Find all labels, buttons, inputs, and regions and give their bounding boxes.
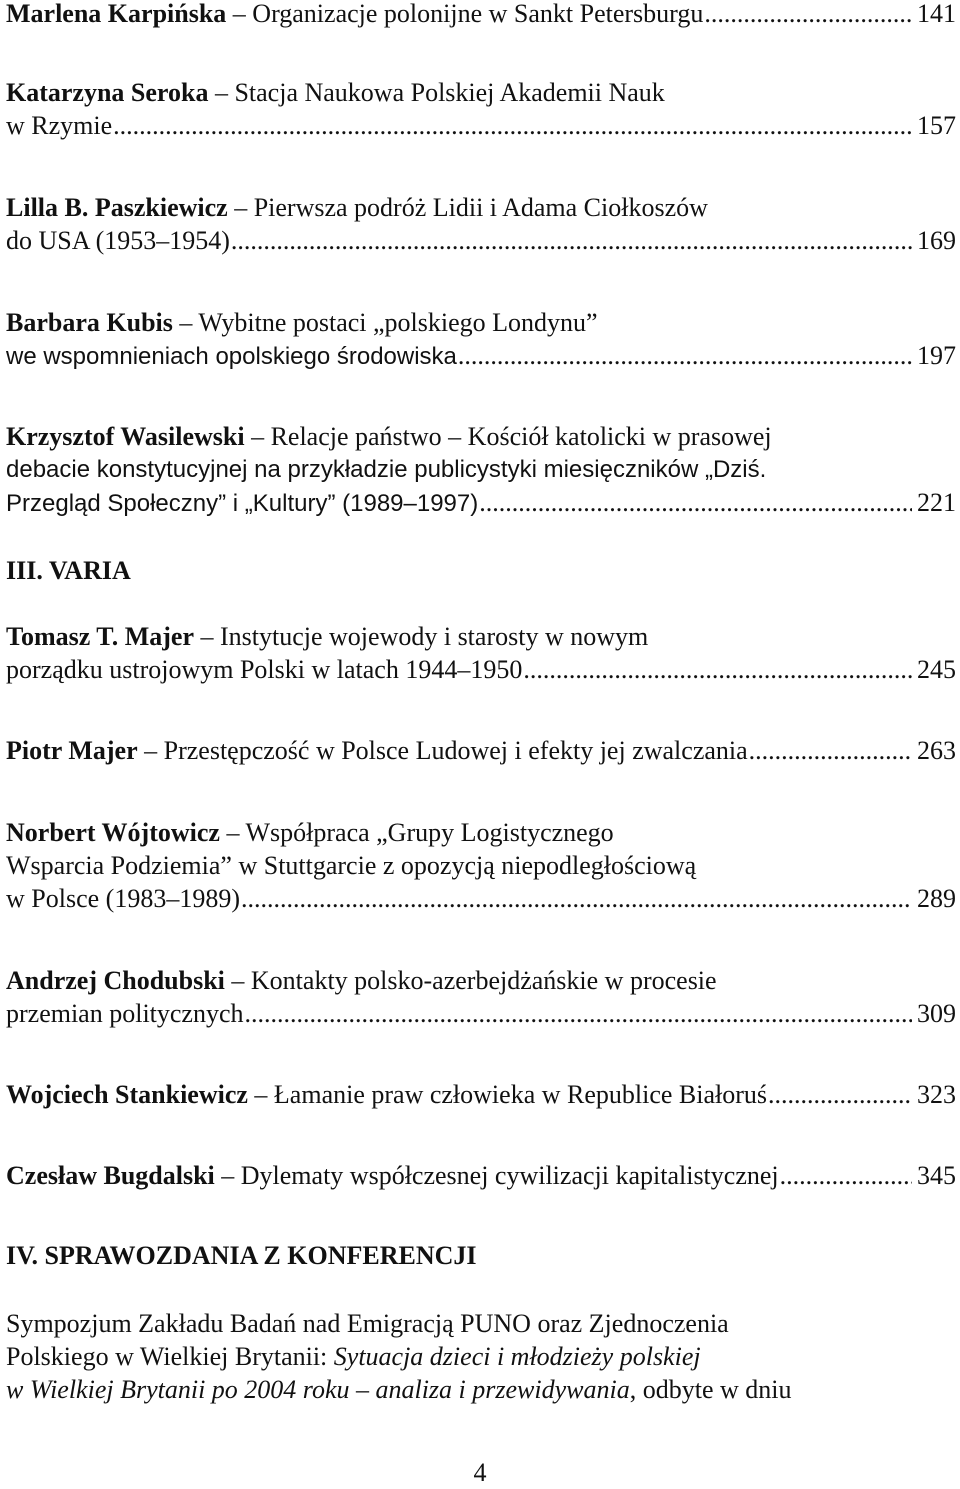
toc-author: Norbert Wójtowicz bbox=[6, 818, 220, 847]
toc-entry bbox=[6, 420, 956, 519]
toc-title: porządku ustrojowym Polski w latach 1944–1950 bbox=[6, 655, 523, 684]
toc-title: Kontakty polsko-azerbejdżańskie w procesie bbox=[250, 966, 717, 995]
toc-page-number: 157 bbox=[917, 111, 956, 140]
toc-entry bbox=[6, 1078, 956, 1111]
toc-page-number: 221 bbox=[917, 488, 956, 517]
toc-page-number: 309 bbox=[917, 999, 956, 1028]
toc-entry-line bbox=[6, 420, 956, 453]
toc-title: Wybitne postaci „polskiego Londynu” bbox=[198, 308, 598, 337]
toc-title: Pierwsza podróż Lidii i Adama Ciołkoszów bbox=[253, 193, 708, 222]
toc-entry-line bbox=[6, 224, 956, 257]
toc-entry-line bbox=[6, 0, 956, 30]
toc-title: Łamanie praw człowieka w Republice Białoruś bbox=[273, 1080, 768, 1109]
page-number: 4 bbox=[473, 1458, 487, 1487]
toc-entry-line bbox=[6, 653, 956, 686]
toc-title: Dylematy współczesnej cywilizacji kapitalistycznej bbox=[240, 1161, 779, 1190]
toc-dash: – bbox=[251, 422, 265, 451]
toc-author: Katarzyna Seroka bbox=[6, 78, 209, 107]
toc-page-number: 141 bbox=[917, 0, 956, 28]
toc-entry-line bbox=[6, 1078, 956, 1111]
conference-title: Sytuacja dzieci i młodzieży polskiej bbox=[333, 1342, 701, 1371]
toc-author: Czesław Bugdalski bbox=[6, 1161, 215, 1190]
toc-dash: – bbox=[234, 193, 248, 222]
toc-author: Andrzej Chodubski bbox=[6, 966, 225, 995]
conference-title: w Wielkiej Brytanii po 2004 roku bbox=[6, 1375, 350, 1404]
toc-entry-line bbox=[6, 109, 956, 142]
toc-page-number: 263 bbox=[917, 736, 956, 765]
toc-page-number: 169 bbox=[917, 226, 956, 255]
toc-entry bbox=[6, 191, 956, 257]
toc-author: Tomasz T. Majer bbox=[6, 622, 194, 651]
dot-leader bbox=[241, 882, 912, 915]
toc-dash: – bbox=[254, 1080, 268, 1109]
toc-page-number: 345 bbox=[917, 1161, 956, 1190]
dot-leader bbox=[780, 1159, 912, 1192]
toc-author: Lilla B. Paszkiewicz bbox=[6, 193, 228, 222]
dot-leader bbox=[704, 0, 912, 30]
conference-report bbox=[6, 1307, 956, 1406]
toc-title: Relacje państwo – Kościół katolicki w prasowej bbox=[270, 422, 772, 451]
toc-author: Piotr Majer bbox=[6, 736, 138, 765]
toc-entry-line bbox=[6, 816, 956, 849]
toc-entry-line bbox=[6, 734, 956, 767]
toc-title: Instytucje wojewody i starosty w nowym bbox=[220, 622, 649, 651]
toc-entry-line bbox=[6, 76, 956, 109]
toc-entry bbox=[6, 76, 956, 142]
toc-dash: – bbox=[231, 966, 245, 995]
toc-dash: – bbox=[214, 78, 228, 107]
toc-entry-line bbox=[6, 339, 956, 372]
toc-dash: – bbox=[221, 1161, 235, 1190]
toc-page-number: 323 bbox=[917, 1080, 956, 1109]
toc-entry bbox=[6, 816, 956, 915]
toc-title: debacie konstytucyjnej na przykładzie publicystyki miesięczników „Dziś. bbox=[6, 456, 767, 483]
toc-dash: – bbox=[200, 622, 214, 651]
dot-leader bbox=[458, 339, 912, 372]
toc-entry-line bbox=[6, 1159, 956, 1192]
toc-title: do USA (1953–1954) bbox=[6, 226, 230, 255]
toc-dash: – bbox=[226, 818, 240, 847]
toc-author: Krzysztof Wasilewski bbox=[6, 422, 245, 451]
toc-entry bbox=[6, 306, 956, 372]
toc-author: Barbara Kubis bbox=[6, 308, 173, 337]
toc-title: we wspomnieniach opolskiego środowiska bbox=[6, 343, 457, 370]
conference-title: analiza i przewidywania bbox=[375, 1375, 630, 1404]
dot-leader bbox=[245, 997, 912, 1030]
conference-line: Sympozjum Zakładu Badań nad Emigracją PUNO oraz Zjednoczenia bbox=[6, 1309, 729, 1338]
toc-page-number: 289 bbox=[917, 884, 956, 913]
toc-entry bbox=[6, 734, 956, 767]
section-heading-varia: III. VARIA bbox=[6, 556, 131, 585]
toc-title: w Rzymie bbox=[6, 111, 113, 140]
toc-author: Wojciech Stankiewicz bbox=[6, 1080, 248, 1109]
toc-title: Organizacje polonijne w Sankt Petersburgu bbox=[252, 0, 704, 28]
toc-entry-line bbox=[6, 964, 956, 997]
dot-leader bbox=[523, 653, 912, 686]
toc-entry-line bbox=[6, 997, 956, 1030]
conference-line: Polskiego w Wielkiej Brytanii: Sytuacja dzieci i młodzieży polskiej bbox=[6, 1342, 701, 1371]
toc-entry bbox=[6, 0, 956, 30]
dot-leader bbox=[113, 109, 912, 142]
dot-leader bbox=[749, 734, 912, 767]
dot-leader bbox=[768, 1078, 912, 1111]
section-heading-conferences: IV. SPRAWOZDANIA Z KONFERENCJI bbox=[6, 1241, 477, 1270]
toc-entry-line bbox=[6, 306, 956, 339]
toc-dash: – bbox=[232, 0, 246, 28]
toc-title: przemian politycznych bbox=[6, 999, 244, 1028]
toc-author: Marlena Karpińska bbox=[6, 0, 227, 28]
toc-entry-line bbox=[6, 620, 956, 653]
toc-dash: – bbox=[144, 736, 158, 765]
toc-title: w Polsce (1983–1989) bbox=[6, 884, 240, 913]
toc-page-number: 245 bbox=[917, 655, 956, 684]
toc-title: Stacja Naukowa Polskiej Akademii Nauk bbox=[234, 78, 665, 107]
toc-entry bbox=[6, 1159, 956, 1192]
toc-entry-line bbox=[6, 486, 956, 519]
toc-entry bbox=[6, 620, 956, 686]
toc-dash: – bbox=[179, 308, 193, 337]
toc-title: Współpraca „Grupy Logistycznego bbox=[245, 818, 614, 847]
toc-title: Przegląd Społeczny” i „Kultury” (1989–1997) bbox=[6, 490, 479, 517]
toc-page-number: 197 bbox=[917, 341, 956, 370]
toc-entry-line bbox=[6, 191, 956, 224]
toc-entry bbox=[6, 964, 956, 1030]
dot-leader bbox=[479, 486, 912, 519]
toc-title: Wsparcia Podziemia” w Stuttgarcie z opozycją niepodległościową bbox=[6, 851, 697, 880]
toc-title: Przestępczość w Polsce Ludowej i efekty jej zwalczania bbox=[163, 736, 748, 765]
conference-line: w Wielkiej Brytanii po 2004 roku – analiza i przewidywania, odbyte w dniu bbox=[6, 1375, 792, 1404]
dot-leader bbox=[231, 224, 912, 257]
toc-entry-line bbox=[6, 882, 956, 915]
